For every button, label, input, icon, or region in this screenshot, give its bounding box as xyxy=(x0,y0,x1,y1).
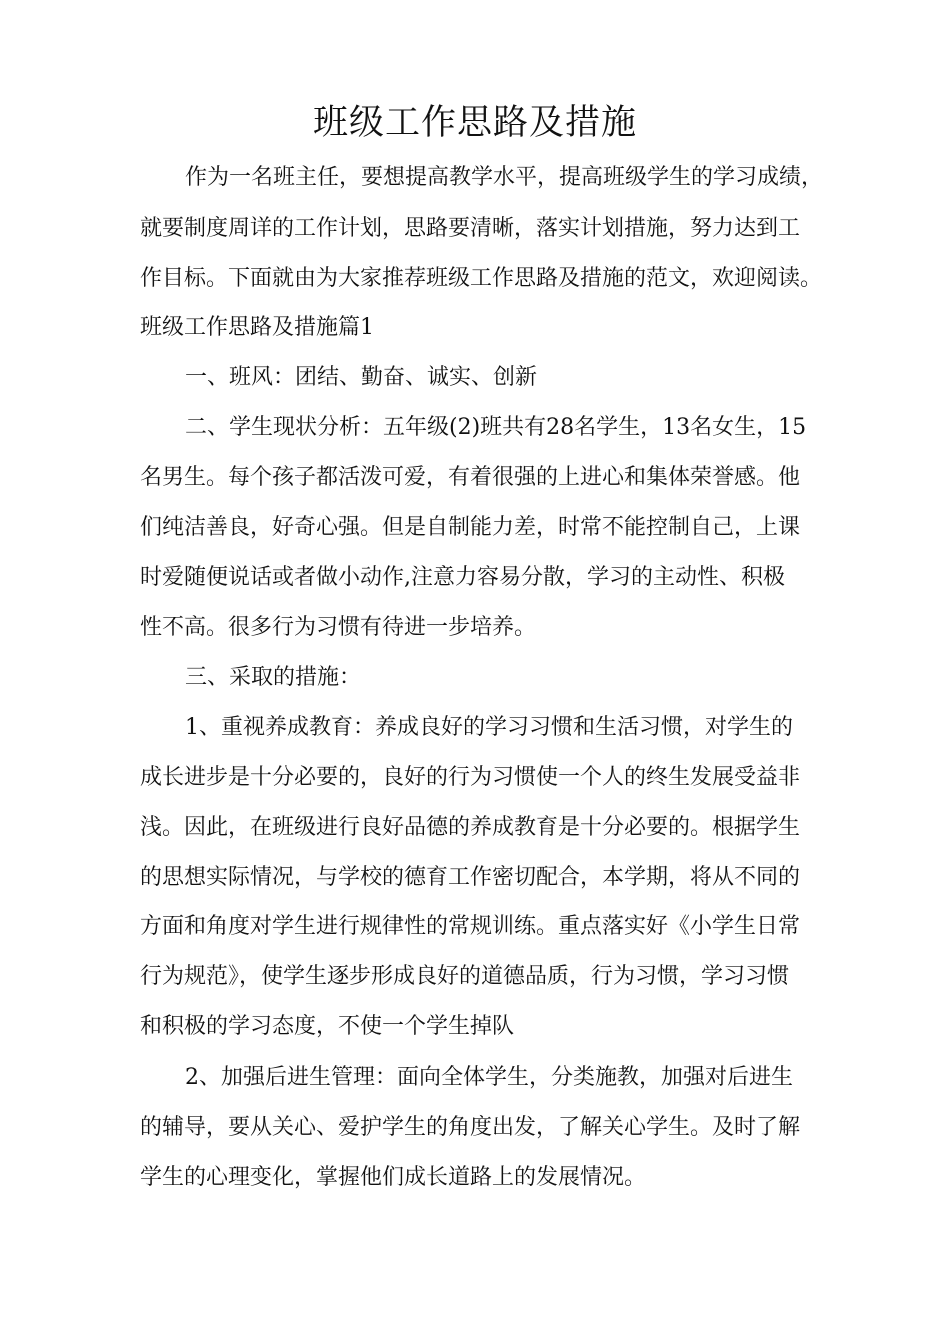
text-line: 时爱随便说话或者做小动作,注意力容易分散，学习的主动性、积极 xyxy=(140,565,785,590)
text-line: 成长进步是十分必要的，良好的行为习惯使一个人的终生发展受益非 xyxy=(140,765,801,790)
text-line: 2、加强后进生管理：面向全体学生，分类施教，加强对后进生 xyxy=(185,1065,793,1090)
text-line: 行为规范》，使学生逐步形成良好的道德品质，行为习惯，学习习惯 xyxy=(140,964,790,989)
text-line: 名男生。每个孩子都活泼可爱，有着很强的上进心和集体荣誉感。他 xyxy=(140,465,801,490)
text-line: 方面和角度对学生进行规律性的常规训练。重点落实好《小学生日常 xyxy=(140,914,801,939)
text-line: 作目标。下面就由为大家推荐班级工作思路及措施的范文，欢迎阅读。 xyxy=(140,266,823,291)
text-line: 性不高。很多行为习惯有待进一步培养。 xyxy=(140,615,537,640)
text-line: 的辅导，要从关心、爱护学生的角度出发，了解关心学生。及时了解 xyxy=(140,1115,801,1140)
text-line: 的思想实际情况，与学校的德育工作密切配合，本学期，将从不同的 xyxy=(140,865,801,890)
text-line: 就要制度周详的工作计划，思路要清晰，落实计划措施，努力达到工 xyxy=(140,216,801,241)
text-line: 们纯洁善良，好奇心强。但是自制能力差，时常不能控制自己，上课 xyxy=(140,515,801,540)
section-heading: 班级工作思路及措施篇1 xyxy=(140,315,374,340)
text-line: 浅。因此，在班级进行良好品德的养成教育是十分必要的。根据学生 xyxy=(140,815,801,840)
text-line: 学生的心理变化，掌握他们成长道路上的发展情况。 xyxy=(140,1165,647,1190)
text-line: 和积极的学习态度，不使一个学生掉队 xyxy=(140,1014,515,1039)
text-line: 二、学生现状分析：五年级(2)班共有28名学生，13名女生，15 xyxy=(185,415,807,440)
text-line: 三、采取的措施： xyxy=(185,665,362,690)
text-line: 作为一名班主任，要想提高教学水平，提高班级学生的学习成绩， xyxy=(185,165,824,190)
document-title: 班级工作思路及措施 xyxy=(312,103,637,143)
text-line: 1、重视养成教育：养成良好的学习习惯和生活习惯，对学生的 xyxy=(185,715,793,740)
text-line: 一、班风：团结、勤奋、诚实、创新 xyxy=(185,365,538,390)
